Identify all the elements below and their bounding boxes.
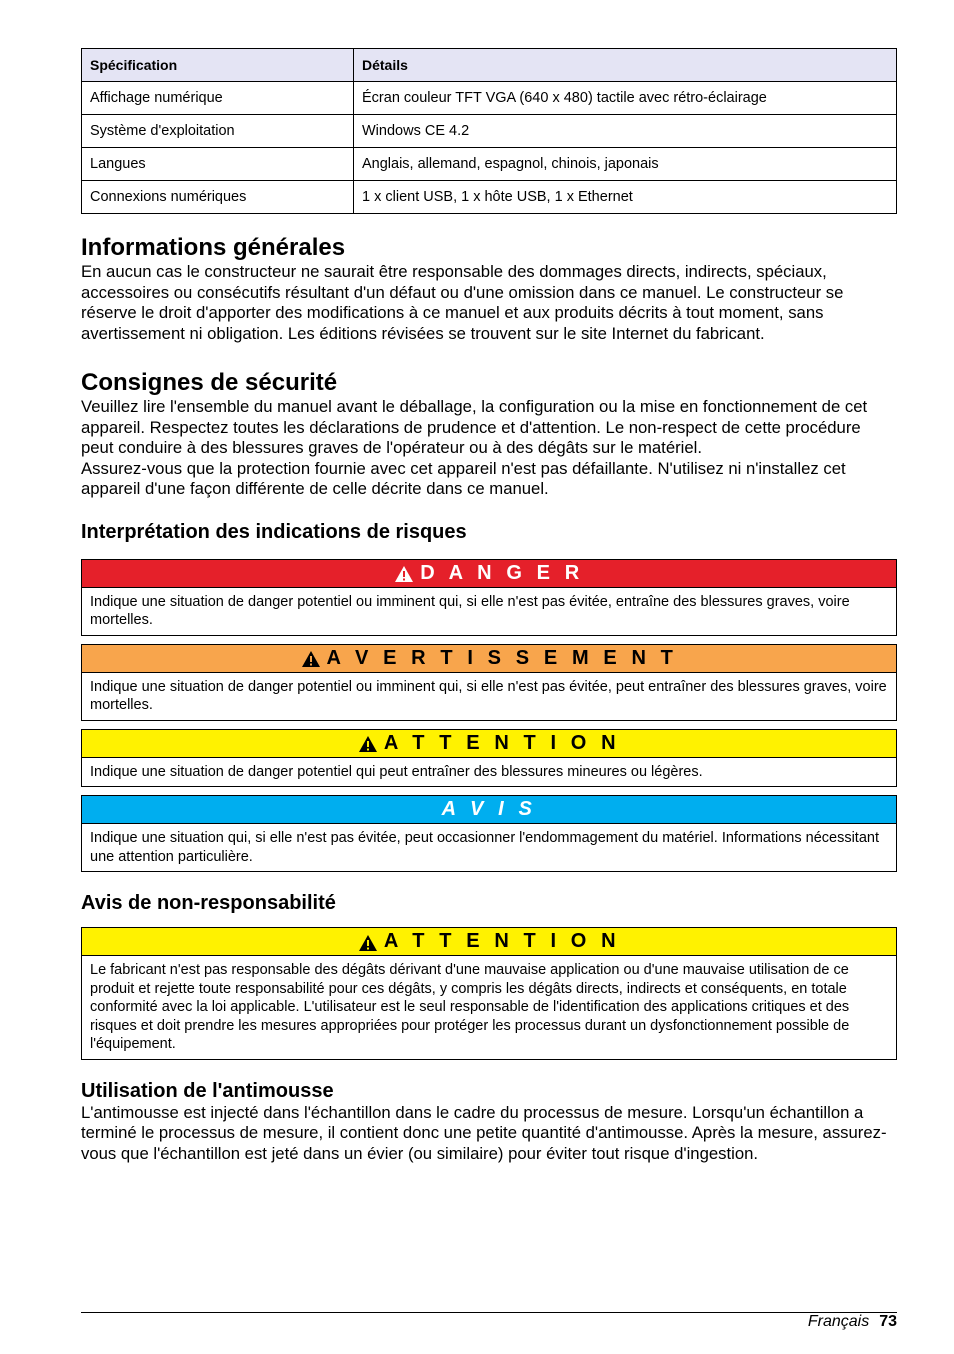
- table-cell: Affichage numérique: [82, 82, 354, 115]
- warning-triangle-icon: [358, 735, 378, 753]
- table-cell: Système d'exploitation: [82, 115, 354, 148]
- table-header-cell: Détails: [354, 49, 897, 82]
- general-info-paragraph: En aucun cas le constructeur ne saurait être responsable des dommages directs, indirects, spéciaux, accessoires ou consécutifs résultant d'un défaut ou d'une omission dans ce manuel. Le constructeur se réserve le droit d'apporter des modifications à ce manuel et aux produits décrits à tout moment, sans avertissement ni obligation. Les éditions révisées se trouvent sur le site Internet du fabricant.: [81, 262, 844, 343]
- table-cell: Anglais, allemand, espagnol, chinois, japonais: [354, 148, 897, 181]
- table-header-row: [82, 49, 897, 82]
- table-cell: Écran couleur TFT VGA (640 x 480) tactile avec rétro-éclairage: [354, 82, 897, 115]
- safety-paragraph-1: Veuillez lire l'ensemble du manuel avant le déballage, la configuration ou la mise en fonctionnement de cet appareil. Respectez toutes les déclarations de prudence et d'attention. Le non-respect de cette procédure peut conduire à des blessures graves de l'opérateur ou à des dégâts sur le matériel.: [81, 397, 868, 457]
- disclaimer-caution-label: A T T E N T I O N: [383, 930, 621, 952]
- notice-header: [82, 796, 896, 824]
- table-header-cell: Spécification: [82, 49, 354, 82]
- notice-box: [81, 795, 897, 872]
- danger-label: D A N G E R: [420, 561, 584, 584]
- notice-text: Indique une situation qui, si elle n'est pas évitée, peut occasionner l'endommagement du matériel. Informations nécessitant une attention particulière.: [90, 830, 879, 865]
- danger-box: [81, 559, 897, 636]
- section-heading-general-info: Informations générales: [81, 234, 346, 261]
- warning-triangle-icon: [358, 934, 378, 952]
- section-heading-antifoam: Utilisation de l'antimousse: [81, 1079, 334, 1102]
- warning-triangle-icon: [301, 650, 321, 668]
- table-row: [82, 115, 897, 148]
- warning-text: Indique une situation de danger potentiel ou imminent qui, si elle n'est pas évitée, peut entraîner des blessures graves, voire mortelles.: [90, 678, 887, 713]
- table-cell: Langues: [82, 148, 354, 181]
- table-row: [82, 181, 897, 214]
- antifoam-paragraph: L'antimousse est injecté dans l'échantillon dans le cadre du processus de mesure. Lorsqu'un échantillon a terminé le processus de mesure, il contient donc une petite quantité d'antimousse. Après la mesure, assurez-vous que l'échantillon est jeté dans un évier (ou similaire) pour éviter tout risque d'ingestion.: [81, 1102, 887, 1163]
- disclaimer-caution-box: [81, 927, 897, 1060]
- warning-triangle-icon: [394, 565, 414, 583]
- disclaimer-text: Le fabricant n'est pas responsable des dégâts dérivant d'une mauvaise application ou d'une mauvaise utilisation de ce produit et rejette toute responsabilité pour ces dégâts, y compris les dégâts directs, indirects et conséquents, en totale conformité avec la loi applicable. L'utilisateur est le seul responsable de l'identification des applications critiques et des risques et doit prendre les mesures appropriées pour protéger les processus durant un dysfonctionnement possible de l'équipement.: [90, 962, 850, 1052]
- disclaimer-caution-header: [82, 928, 896, 956]
- caution-label: A T T E N T I O N: [383, 731, 621, 754]
- footer-language: Français: [807, 1313, 870, 1330]
- safety-paragraph-2: Assurez-vous que la protection fournie avec cet appareil n'est pas défaillante. N'utilisez ni n'installez cet appareil d'une façon différente de celle décrite dans ce manuel.: [81, 458, 846, 498]
- table-cell: Windows CE 4.2: [354, 115, 897, 148]
- page-footer: [81, 1312, 897, 1331]
- warning-box: [81, 644, 897, 721]
- section-heading-disclaimer: Avis de non-responsabilité: [81, 892, 336, 914]
- specification-table: [81, 48, 897, 214]
- table-row: [82, 82, 897, 115]
- table-cell: Connexions numériques: [82, 181, 354, 214]
- table-cell: 1 x client USB, 1 x hôte USB, 1 x Ethernet: [354, 181, 897, 214]
- caution-box: [81, 729, 897, 788]
- document-page: [81, 48, 897, 1164]
- notice-label: A V I S: [441, 798, 537, 820]
- danger-header: [82, 560, 896, 588]
- danger-text: Indique une situation de danger potentiel ou imminent qui, si elle n'est pas évitée, entraîne des blessures graves, voire mortelles.: [90, 593, 850, 628]
- section-heading-hazard-interpretation: Interprétation des indications de risques: [81, 520, 467, 543]
- caution-text: Indique une situation de danger potentiel qui peut entraîner des blessures mineures ou légères.: [90, 763, 703, 780]
- table-row: [82, 148, 897, 181]
- warning-header: [82, 645, 896, 673]
- section-heading-safety: Consignes de sécurité: [81, 369, 338, 396]
- warning-label: A V E R T I S S E M E N T: [326, 646, 678, 669]
- page-number: 73: [879, 1313, 897, 1330]
- caution-header: [82, 730, 896, 758]
